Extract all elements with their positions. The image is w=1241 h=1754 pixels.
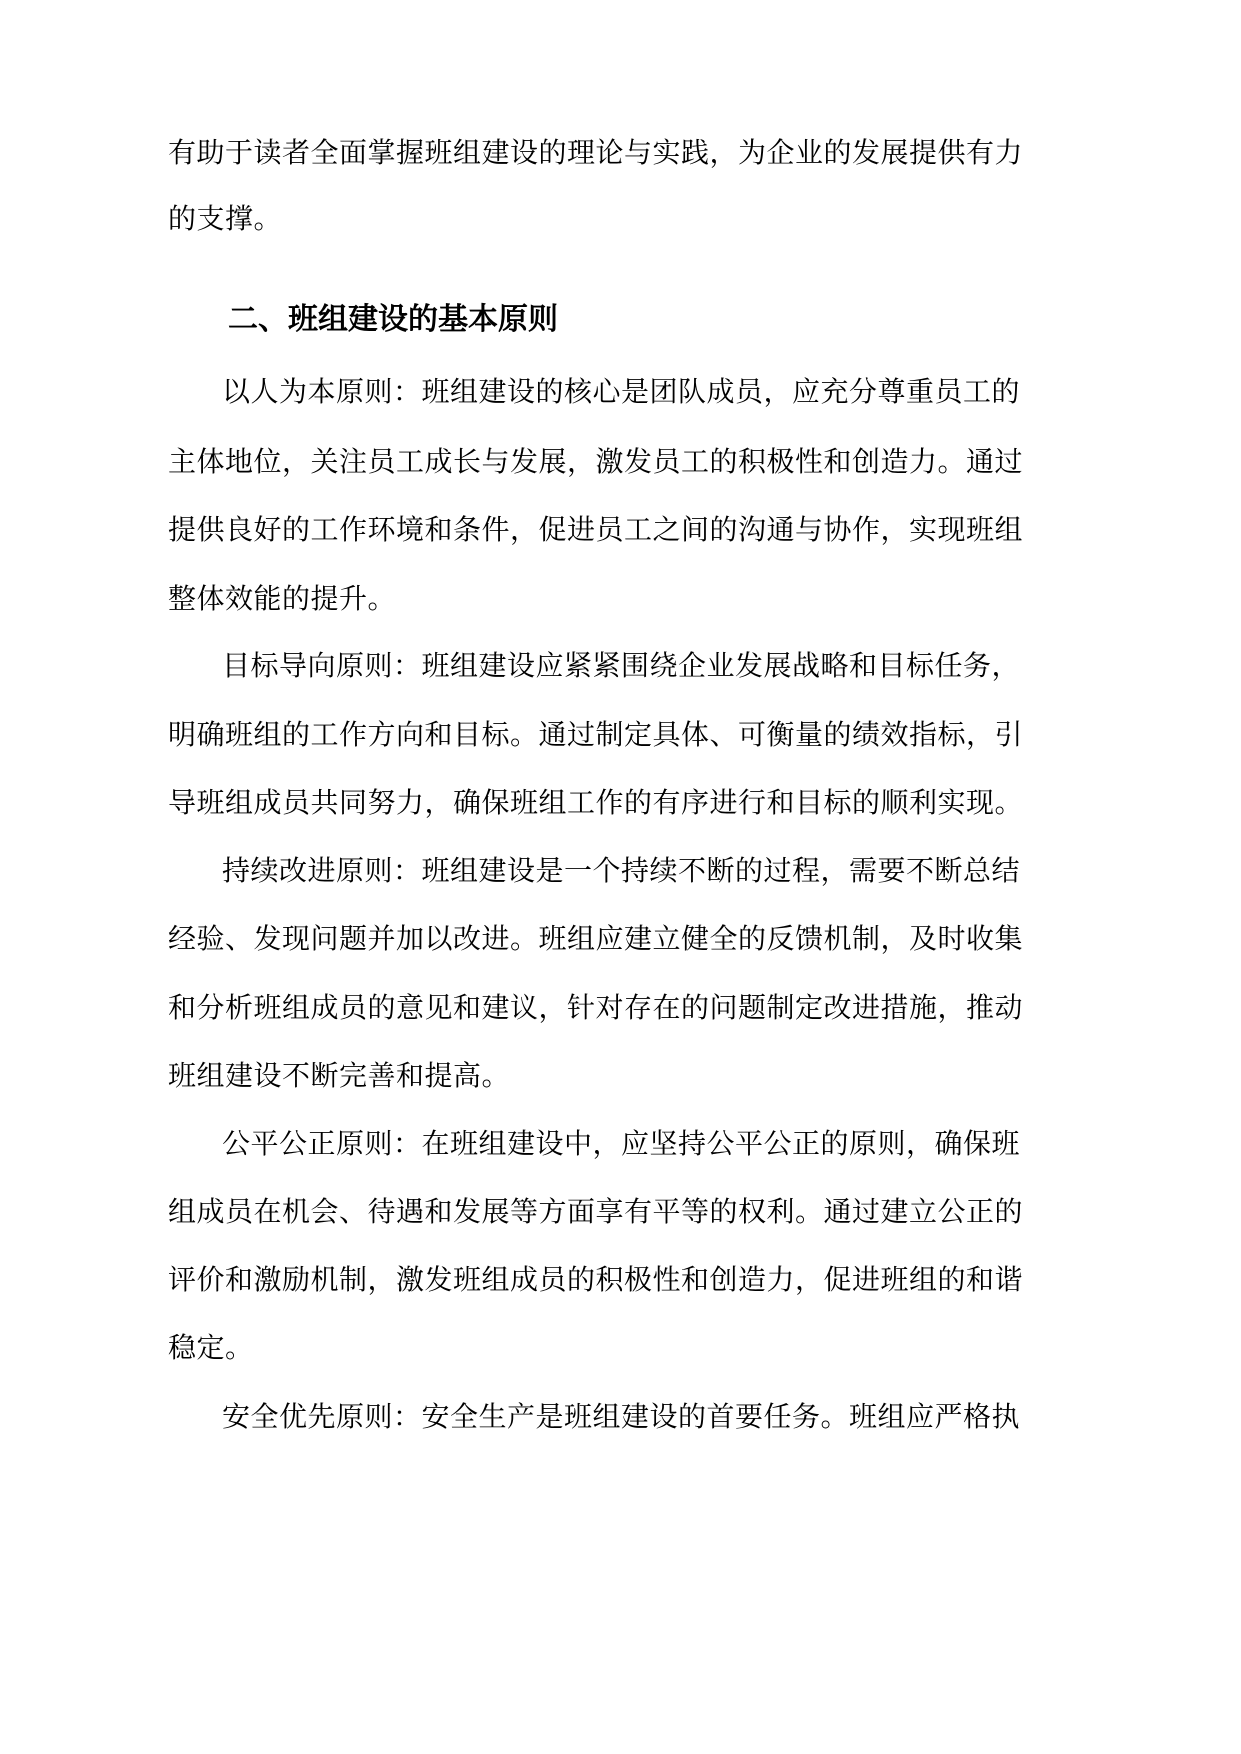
intro-line-1: 有助于读者全面掌握班组建设的理论与实践，为企业的发展提供有力 [168, 136, 1024, 169]
paragraph-3-line-3: 和分析班组成员的意见和建议，针对存在的问题制定改进措施，推动 [168, 991, 1024, 1024]
paragraph-3-line-4: 班组建设不断完善和提高。 [168, 1059, 511, 1092]
paragraph-3-line-2: 经验、发现问题并加以改进。班组应建立健全的反馈机制，及时收集 [168, 922, 1024, 955]
paragraph-2-line-3: 导班组成员共同努力，确保班组工作的有序进行和目标的顺利实现。 [168, 786, 1024, 819]
paragraph-1-line-3: 提供良好的工作环境和条件，促进员工之间的沟通与协作，实现班组 [168, 513, 1024, 546]
paragraph-4-line-2: 组成员在机会、待遇和发展等方面享有平等的权利。通过建立公正的 [168, 1195, 1024, 1228]
section-heading: 二、班组建设的基本原则 [228, 302, 558, 337]
paragraph-4-line-3: 评价和激励机制，激发班组成员的积极性和创造力，促进班组的和谐 [168, 1263, 1024, 1296]
intro-line-2: 的支撑。 [168, 202, 283, 235]
paragraph-2-line-1: 目标导向原则：班组建设应紧紧围绕企业发展战略和目标任务， [222, 649, 1021, 682]
paragraph-2-line-2: 明确班组的工作方向和目标。通过制定具体、可衡量的绩效指标，引 [168, 718, 1024, 751]
paragraph-1-line-1: 以人为本原则：班组建设的核心是团队成员，应充分尊重员工的 [222, 375, 1021, 408]
paragraph-4-line-1: 公平公正原则：在班组建设中，应坚持公平公正的原则，确保班 [222, 1127, 1021, 1160]
paragraph-5-line-1: 安全优先原则：安全生产是班组建设的首要任务。班组应严格执 [222, 1400, 1021, 1433]
paragraph-1-line-4: 整体效能的提升。 [168, 582, 397, 615]
paragraph-3-line-1: 持续改进原则：班组建设是一个持续不断的过程，需要不断总结 [222, 854, 1021, 887]
paragraph-1-line-2: 主体地位，关注员工成长与发展，激发员工的积极性和创造力。通过 [168, 445, 1024, 478]
paragraph-4-line-4: 稳定。 [168, 1331, 254, 1364]
